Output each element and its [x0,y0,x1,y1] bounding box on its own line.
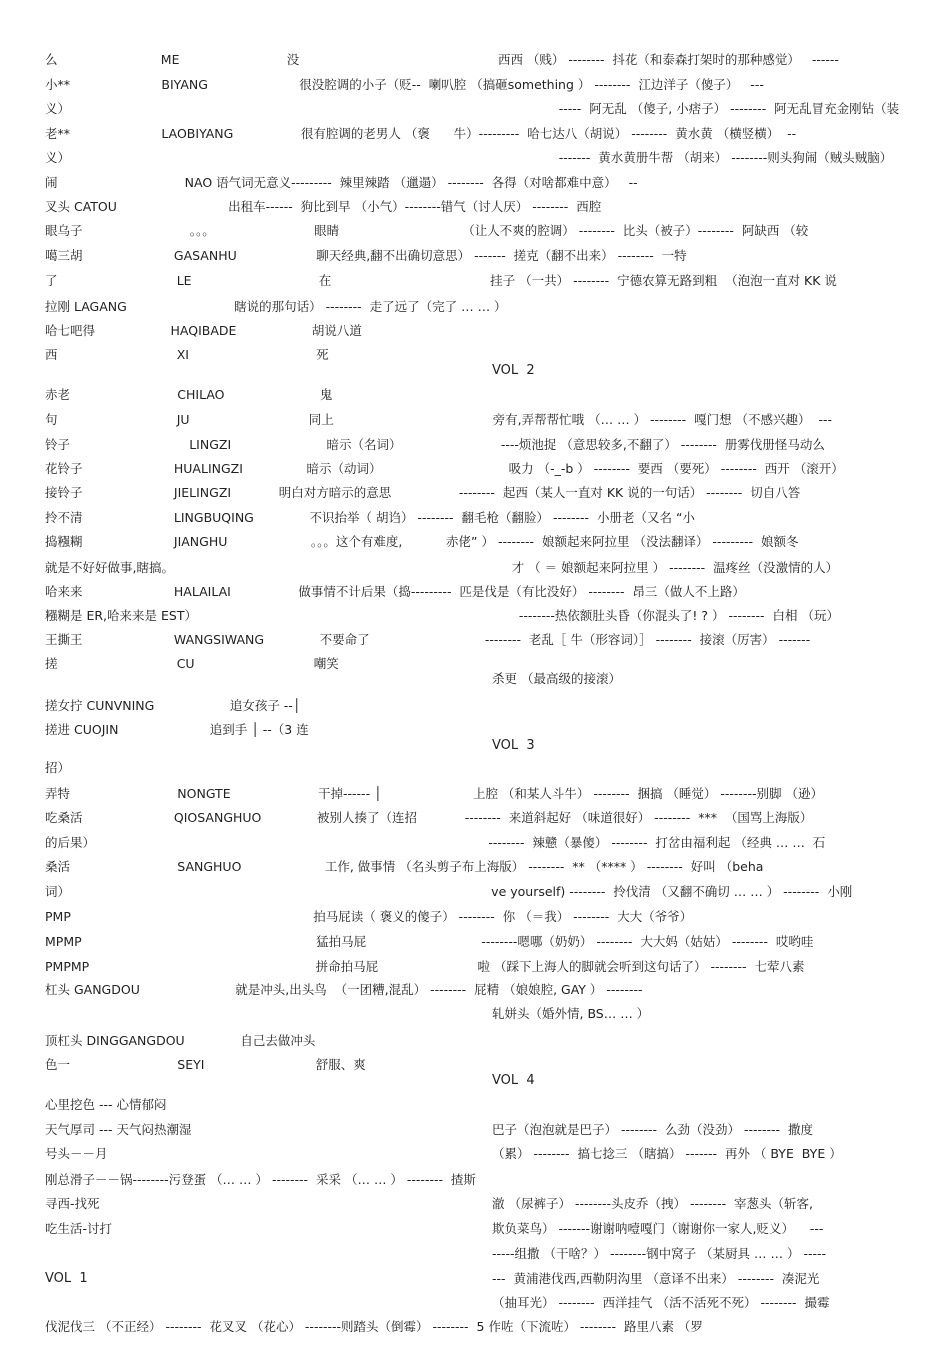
section-heading-vol4: VOL 4 [492,1073,535,1088]
text-line: 天气厚司 --- 天气闷热潮湿 [45,1122,192,1137]
text-line: 号头－－月 [45,1146,108,1161]
text-line: PMPMP 拼命拍马屁 啦 （踩下上海人的脚就会听到这句话了） -------- 七荤八素 [45,959,805,974]
section-heading-vol3: VOL 3 [492,738,535,753]
text-line: 糨糊是 ER,哈来来是 EST） --------热依额肚头昏（你混头了! ? ） -------- 白相 （玩） [45,608,839,623]
text-line: 色一 SEYI 舒服、爽 [45,1057,366,1072]
text-line: 杀更 （最高级的接滚） [492,671,621,686]
text-line: （抽耳光） -------- 西洋挂气 （活不活死不死） -------- 撮霉 [492,1295,830,1310]
text-line: 句 JU 同上 旁有,弄帮帮忙哦 （… … ） -------- 嘎门想 （不感兴趣） --- [45,412,833,427]
text-line: 捣糨糊 JIANGHU 。。。这个有难度, 赤佬” ） -------- 娘额起来阿拉里 （没法翻译） --------- 娘额冬 [45,534,799,549]
text-line: 叉头 CATOU 出租车------ 狗比到早 （小气）--------错气（讨人厌） -------- 西腔 [45,199,602,214]
text-line: 么 ME 没 西西 （贱） -------- 抖花（和泰森打架时的那种感觉） ------ [45,52,839,67]
text-line: -----组撒 （干啥？） --------钢中窝子 （某厨具 … … ） ----- [492,1246,827,1261]
text-line: （累） -------- 搞七捻三 （瞎搞） ------- 再外 （ BYE BYE ） [492,1146,842,1161]
text-line: 顶杠头 DINGGANGDOU 自己去做冲头 [45,1033,316,1048]
text-line: 杠头 GANGDOU 就是冲头,出头鸟 （一团糟,混乱） -------- 屁精 （娘娘腔, GAY ） -------- [45,982,643,997]
text-line: 桑活 SANGHUO 工作, 做事情 （名头剪子布上海版） -------- ** （**** ） -------- 好叫 （beha [45,859,764,874]
text-line: 眼乌子 。。。 眼睛 （让人不爽的腔调） -------- 比头（被子）-------- 阿缺西 （较 [45,223,809,238]
text-line: 刚总滑子－－锅--------污登蛋 （… … ） -------- 采采 （… … ） -------- 揸斯 [45,1172,476,1187]
text-line: 吃生活-讨打 [45,1221,113,1236]
text-line: 哈来来 HALAILAI 做事情不计后果（捣--------- 匹是伐是（有比没好） -------- 昂三（做人不上路） [45,584,745,599]
section-heading-vol1: VOL 1 [45,1271,88,1286]
text-line: 吃桑活 QIOSANGHUO 被别人揍了（连招 -------- 来道斜起好 （味道很好） -------- *** （国骂上海版） [45,810,813,825]
text-line: 搓进 CUOJIN 追到手 │ --（3 连 [45,722,309,737]
text-line: 老** LAOBIYANG 很有腔调的老男人 （褒 牛）--------- 哈七达八（胡说） -------- 黄水黄 （横竖横） -- [45,126,797,141]
text-line: 闹 NAO 语气词无意义--------- 辣里辣踏 （邋遢） -------- 各得（对啥都难中意） -- [45,175,638,190]
text-line: 搓女拧 CUNVNING 追女孩子 --│ [45,698,301,713]
text-line: 了 LE 在 挂子 （一共） -------- 宁德农算无路到粗 （泡泡一直对 KK 说 [45,273,837,288]
text-line: 澈 （尿裤子） --------头皮乔（拽） -------- 宰葱头（斩客, [492,1196,814,1211]
text-line: 花铃子 HUALINGZI 暗示（动词） 吸力 （-_-b ） -------- 要西 （要死） -------- 西开 （滚开） [45,461,844,476]
text-line: 接铃子 JIELINGZI 明白对方暗示的意思 -------- 起西（某人一直对 KK 说的一句话） -------- 切自八答 [45,485,801,500]
text-line: 搓 CU 嘲笑 [45,656,339,671]
text-line: 西 XI 死 [45,347,329,362]
text-line: 伐泥伐三 （不正经） -------- 花叉叉 （花心） --------则踏头（倒霉） -------- 5 作咗（下流咗） -------- 路里八素 （罗 [45,1319,703,1334]
text-line: --- 黄浦港伐西,西勒阴沟里 （意译不出来） -------- 凑泥光 [492,1271,820,1286]
section-heading-vol2: VOL 2 [492,363,535,378]
text-line: MPMP 猛拍马屁 --------嗯哪（奶奶） -------- 大大妈（姑姑） -------- 哎哟哇 [45,934,814,949]
text-line: 噶三胡 GASANHU 聊天经典,翻不出确切意思） ------- 搓克（翻不出来） -------- 一特 [45,248,687,263]
text-line: 赤老 CHILAO 鬼 [45,387,333,402]
text-line: 王撕王 WANGSIWANG 不要命了 -------- 老乱［ 牛（形容词）］ -------- 接滚（厉害） ------- [45,632,811,647]
text-line: 弄特 NONGTE 干掉------ │ 上腔 （和某人斗牛） -------- 捆搞 （睡觉） --------别脚 （逊） [45,786,823,801]
text-line: 巴子（泡泡就是巴子） -------- 么劲（没劲） -------- 撒度 [492,1122,814,1137]
text-line: 寻西-找死 [45,1196,100,1211]
text-line: 心里挖色 --- 心情郁闷 [45,1097,167,1112]
text-line: 义） ----- 阿无乱 （傻子, 小痞子） -------- 阿无乱冒充金刚钻（装 [45,101,900,116]
text-line: 招） [45,760,71,775]
text-line: 词） ve yourself) -------- 拎伐清 （又翻不确切 … … ） -------- 小刚 [45,884,853,899]
text-line: 铃子 LINGZI 暗示（名词） ----烦池捉 （意思较多,不翻了） -------- 册雾伐册怪马动么 [45,437,825,452]
text-line: 拎不清 LINGBUQING 不识抬举（ 胡诌） -------- 翻毛枪（翻脸） -------- 小册老（又名 “小 [45,510,695,525]
text-line: 拉刚 LAGANG 瞎说的那句话） -------- 走了远了（完了 … … ） [45,299,507,314]
text-line: 就是不好好做事,瞎搞。 才 （ ＝ 娘额起来阿拉里 ） -------- 温疼丝（没激情的人） [45,560,839,575]
text-line: 轧姘头（婚外情, BS… … ） [492,1006,650,1021]
text-line: 义） ------- 黄水黄册牛帮 （胡来） --------则头狗闹（贼头贼脑） [45,150,893,165]
text-line: 的后果） -------- 辣戆（暴傻） -------- 打岔由福利起 （经典 … … 石 [45,835,826,850]
text-line: 小** BIYANG 很没腔调的小子（贬-- 喇叭腔 （搞砸something ） -------- 江边洋子（傻子） --- [45,77,764,92]
text-line: 哈七吧得 HAQIBADE 胡说八道 [45,323,362,338]
text-line: PMP 拍马屁读（ 褒义的傻子） -------- 你 （＝我） -------- 大大（爷爷） [45,909,693,924]
text-line: 欺负菜鸟） -------谢谢呐噎嘎门（谢谢你一家人,贬义） --- [492,1221,824,1236]
